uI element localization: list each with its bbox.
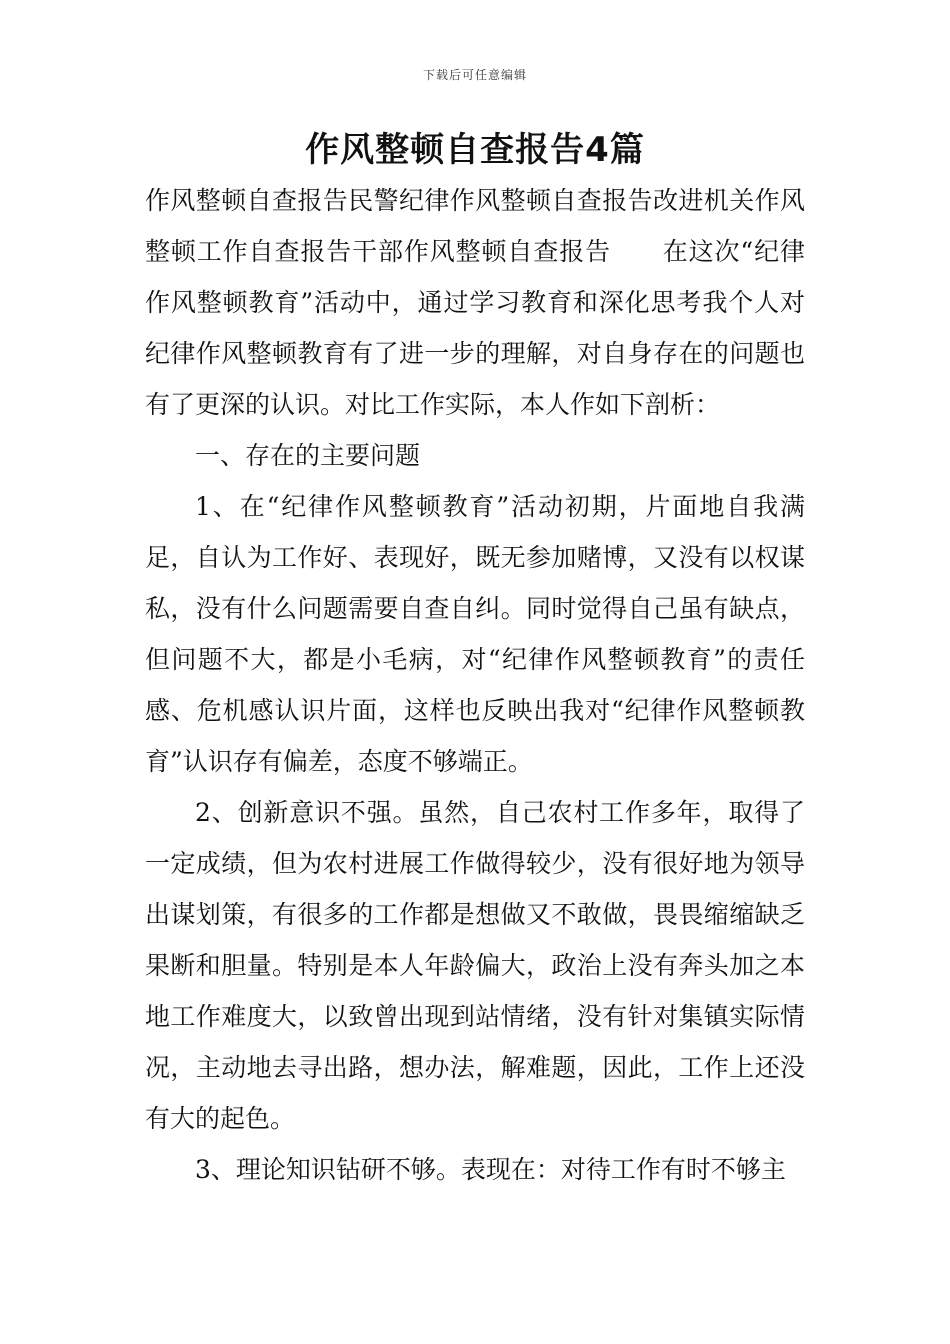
document-title: 作风整顿自查报告4篇 <box>305 130 645 170</box>
paragraph-item-3: 3、理论知识钻研不够。表现在：对待工作有时不够主 <box>195 1155 786 1184</box>
paragraph-item-1: 1、在“纪律作风整顿教育”活动初期，片面地自我满足，自认为工作好、表现好，既无参加赌博，又没有以权谋私，没有什么问题需要自查自纠。同时觉得自己虽有缺点，但问题不大，都是小毛病，对“纪律作风整顿教育”的责任感、危机感认识片面，这样也反映出我对“纪律作风整顿教育”认识存有偏差，态度不够端正。 <box>145 492 805 776</box>
section-heading: 一、存在的主要问题 <box>195 441 421 470</box>
paragraph-item-2: 2、创新意识不强。虽然，自己农村工作多年，取得了一定成绩，但为农村进展工作做得较少，没有很好地为领导出谋划策，有很多的工作都是想做又不敢做，畏畏缩缩缺乏果断和胆量。特别是本人年龄偏大，政治上没有奔头加之本地工作难度大，以致曾出现到站情绪，没有针对集镇实际情况，主动地去寻出路，想办法，解难题，因此，工作上还没有大的起色。 <box>145 798 805 1133</box>
document-body <box>145 175 805 1195</box>
paragraph-intro: 作风整顿自查报告民警纪律作风整顿自查报告改进机关作风整顿工作自查报告干部作风整顿自查报告 在这次“纪律作风整顿教育”活动中，通过学习教育和深化思考我个人对纪律作风整顿教育有了进一步的理解，对自身存在的问题也有了更深的认识。对比工作实际，本人作如下剖析： <box>145 186 805 419</box>
header-note: 下载后可任意编辑 <box>422 68 527 82</box>
